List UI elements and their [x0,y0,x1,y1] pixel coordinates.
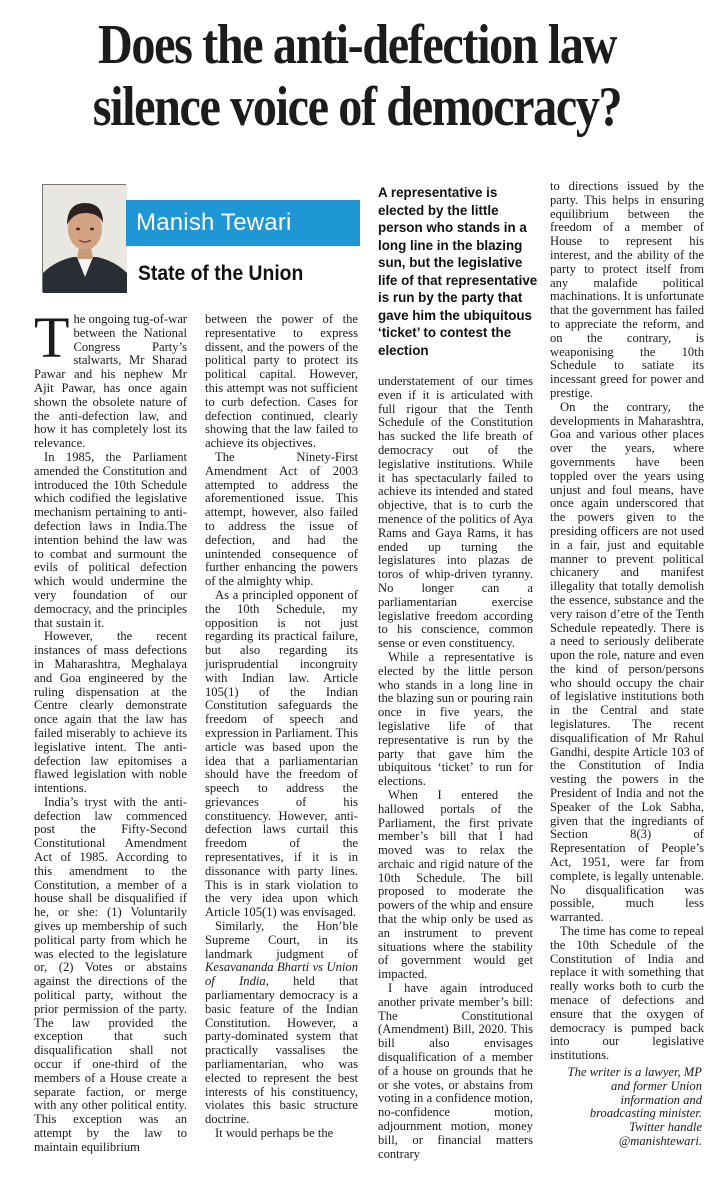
paragraph: The time has come to repeal the 10th Schedule of the Constitution of India and replace it with something that really works both to curb the menace of defections and ensure that the oxygen of democracy is pumped back into our legislative institutions. [550,924,704,1063]
column-title: State of the Union [138,262,304,285]
paragraph: understatement of our times even if it is articulated with full rigour that the Tenth Schedule of the Constitution has sucked the life breath of democracy out of the legislative institutions. While it has spectacularly failed to achieve its intended and stated objective, that is to curb the menence of the politics of Aya Rams and Gaya Rams, it has ended up turning the legislatures into plazas de toros of whip-driven tyranny. No longer can a parliamentarian exercise legislative freedom according to his conscience, common sense or even constituency. [378,374,533,651]
author-name: Manish Tewari [126,200,360,246]
article-column-4 [550,179,704,1063]
paragraph: I have again introduced another private member’s bill: The Constitutional (Amendment) Bill, 2020. This bill also envisages disqualification of a member of a house on grounds that he or she votes, or abstains from voting in a confidence motion, no-confidence motion, adjournment motion, money bill, or financial matters contrary [378,981,533,1161]
byline-block [34,184,360,296]
paragraph: Similarly, the Hon’ble Supreme Court, in its landmark judgment of Kesavananda Bharti vs Union of India, held that parliamentary democracy is a basic feature of the Indian Constitution. However, a party-dominated system that practically vassalises the parliamentarian, who was elected to represent the best interests of his constituency, violates this basic structure doctrine. [205,919,359,1127]
paragraph: When I entered the hallowed portals of the Parliament, the first private member’s bill that I had moved was to relax the archaic and rigid nature of the 10th Schedule. The bill proposed to moderate the powers of the whip and ensure that the whip only be used as an instrument to prevent situations where the stability of government would get impacted. [378,787,533,982]
author-portrait-photo [42,184,126,292]
author-portrait-icon [43,185,127,293]
headline-line-2: silence voice of democracy? [92,76,622,138]
article-column-3 [378,375,533,1173]
paragraph: It would perhaps be the [215,1126,334,1141]
article-column-2 [205,313,358,1173]
paragraph: As a principled opponent of the 10th Schedule, my opposition is not just regarding its practical failure, but also regarding its jurisprudential incongruity with Indian law. Article 105(1) of the Indian Constitution safeguards the freedom of speech and expression in Parliament. This article was based upon the idea that a parliamentarian should have the freedom of speech to address the grievances of his constituency. However, anti-defection laws curtail this freedom of the representatives, if it is in dissonance with party lines. This is in stark violation to the very idea upon which Article 105(1) was envisaged. [205,587,358,920]
pull-quote: A representative is elected by the little person who stands in a long line in the blazing sun, but the legislative life of that representative is run by the party that gave him the ubiquitous ‘ticket’ to contest the election [378,185,538,358]
paragraph: On the contrary, the developments in Maharashtra, Goa and various other places over the years, where governments have been toppled over the years using unjust and foul means, have once again underscored that the powers given to the presiding officers are not used in a fair, just and equitable manner to prevent political chicanery and manifest illegality that totally demolish the essence, substance and the very raison d’etre of the Tenth Schedule repeatedly. There is a need to seriously deliberate upon the role, nature and even the kind of person/persons who should occupy the chair of legislative institutions both in the Central and state legislatures. The recent disqualification of Mr Rahul Gandhi, despite Article 103 of the Constitution of India vesting the powers in the President of India and not the Speaker of the Lok Sabha, given that the ingrediants of Section 8(3) of Representation of People’s Act, 1951, were far from complete, is legally untenable. No disqualification was possible, much less warranted. [550,399,704,925]
paragraph: However, the recent instances of mass defections in Maharashtra, Meghalaya and Goa engineered by the ruling dispensation at the Centre clearly demonstrate once again that the law has failed miserably to achieve its legislative intent. The anti-defection law epitomises a flawed legislation with noble intentions. [34,629,187,796]
article-column-1 [34,305,187,1173]
paragraph: between the power of the representative to express dissent, and the powers of the political party to protect its political capital. However, this attempt was not sufficient to curb defection. Cases for defection continued, clearly showing that the law failed to achieve its objectives. [205,312,358,451]
drop-cap: T [34,305,70,370]
case-citation: Kesavananda Bharti vs Union of India [205,960,358,989]
paragraph: to directions issued by the party. This helps in ensuring equilibrium between the freedom of a member of House to represent his interest, and the ability of the party to protect itself from any malafide political machinations. It is unfortunate that the government has failed to appreciate the reform, and on the contrary, is weaponising the 10th Schedule to satiate its incessant greed for power and prestige. [550,179,704,400]
paragraph: In 1985, the Parliament amended the Constitution and introduced the 10th Schedule which codified the legislative mechanism pertaining to anti-defection laws in India.The intention behind the law was to combat and surmount the evils of political defection which would undermine the very foundation of our democracy, and the principles that sustain it. [34,449,187,630]
paragraph: The ongoing tug-of-war between the National Congress Party’s stalwarts, Mr Sharad Pawar and his nephew Mr Ajit Pawar, has once again shown the obsolete nature of the anti-defection law, and how it has completely lost its relevance. [34,305,187,451]
paragraph: While a representative is elected by the little person who stands in a long line in the blazing sun or pouring rain once in five years, the legislative life of that representative is run by the party that gave him the ubiquitous ‘ticket’ to run for elections. [378,649,533,789]
author-tagline: The writer is a lawyer, MP and former Union information and broadcasting minister. Twitter handle @manishtewari. [567,1065,702,1148]
headline-line-1: Does the anti-defection law [98,14,616,76]
headline [50,14,664,138]
paragraph: The Ninety-First Amendment Act of 2003 attempted to address the aforementioned issue. This attempt, however, also failed to address the issue of defection, and had the unintended consequence of further enhancing the powers of the almighty whip. [205,449,358,589]
paragraph: India’s tryst with the anti-defection law commenced post the Fifty-Second Constitutional Amendment Act of 1985. According to this amendment to the Constitution, a member of a house shall be disqualified if he, or she: (1) Voluntarily gives up membership of such political party from which he was elected to the legislature or, (2) Votes or abstains against the directions of the political party, without the prior permission of the party. The law provided the exception that such disqualification shall not occur if one-third of the members of a House create a separate faction, or merge with any other political entity. This exception was an attempt by the law to maintain equilibrium [34,794,187,1154]
